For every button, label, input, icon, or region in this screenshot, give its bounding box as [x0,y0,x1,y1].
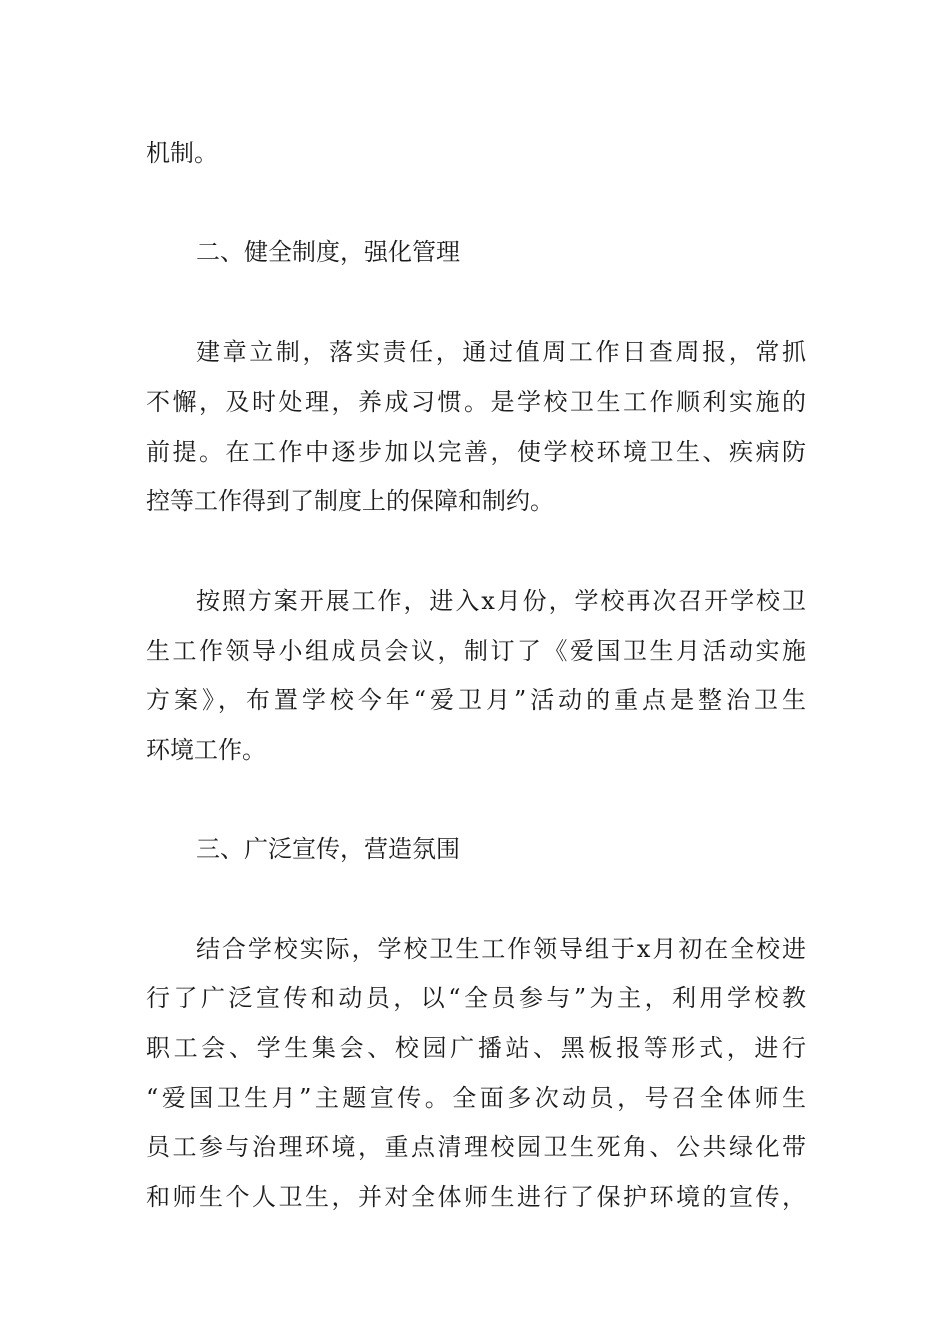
paragraph-line: 结合学校实际，学校卫生工作领导组于x月初在全校进 [196,935,806,963]
paragraph-line: 环境工作。 [146,736,266,764]
paragraph-line: 按照方案开展工作，进入x月份，学校再次召开学校卫 [196,587,806,615]
paragraph-line: 前提。在工作中逐步加以完善，使学校环境卫生、疾病防 [146,438,806,466]
section-heading-3: 三、广泛宣传，营造氛围 [196,835,460,863]
paragraph-line: 职工会、学生集会、校园广播站、黑板报等形式，进行 [146,1034,806,1062]
section-heading-2: 二、健全制度，强化管理 [196,238,460,266]
paragraph-line: 和师生个人卫生，并对全体师生进行了保护环境的宣传， [146,1183,806,1211]
paragraph-line: “爱国卫生月”主题宣传。全面多次动员，号召全体师生 [146,1084,806,1112]
paragraph-line: 生工作领导小组成员会议，制订了《爱国卫生月活动实施 [146,637,806,665]
paragraph-line: 建章立制，落实责任，通过值周工作日查周报，常抓 [196,338,806,366]
paragraph-line: 行了广泛宣传和动员，以“全员参与”为主，利用学校教 [146,984,806,1012]
paragraph-line: 控等工作得到了制度上的保障和制约。 [146,487,554,515]
paragraph-line: 员工参与治理环境，重点清理校园卫生死角、公共绿化带 [146,1133,806,1161]
continuation-text: 机制。 [146,139,218,167]
paragraph-line: 不懈，及时处理，养成习惯。是学校卫生工作顺利实施的 [146,388,806,416]
paragraph-line: 方案》，布置学校今年“爱卫月”活动的重点是整治卫生 [146,686,806,714]
